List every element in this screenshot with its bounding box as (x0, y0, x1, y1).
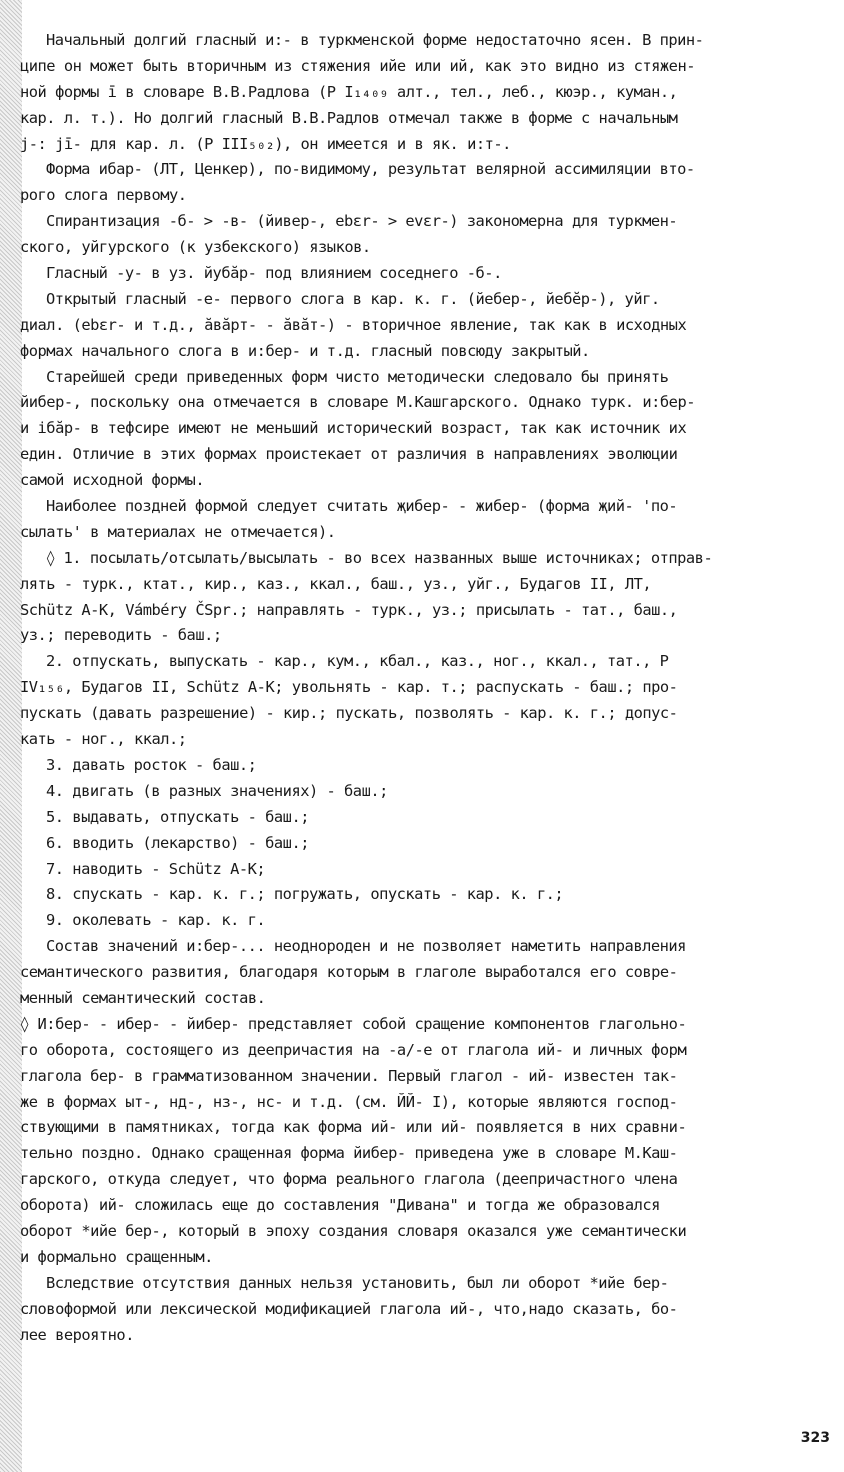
text-line: го оборота, состоящего из деепричастия на -а/-е от глагола ий- и личных форм (20, 1040, 687, 1059)
text-line: ствующими в памятниках, тогда как форма ий- или ий- появляется в них сравни- (20, 1118, 687, 1137)
document-body (20, 28, 832, 1348)
text-line: Schütz A-K, Vámbéry ČSpr.; направлять - турк., уз.; присылать - тат., баш., (20, 600, 678, 619)
text-line: 4. двигать (в разных значениях) - баш.; (46, 781, 388, 800)
text-line: 5. выдавать, отпускать - баш.; (46, 807, 309, 826)
text-line: ной формы ī в словаре В.В.Радлова (Р I₁₄₀₉ алт., тел., леб., кюэр., куман., (20, 82, 678, 101)
text-line: и iбăр- в тефсире имеют не меньший исторический возраст, так как источник их (20, 419, 687, 438)
text-line: оборота) ий- сложилась еще до составления "Дивана" и тогда же образовался (20, 1196, 660, 1215)
text-line: кар. л. т.). Но долгий гласный В.В.Радлов отмечал также в форме с начальным (20, 108, 678, 127)
text-line: глагола бер- в грамматизованном значении. Первый глагол - ий- известен так- (20, 1066, 678, 1085)
text-line: 9. околевать - кар. к. г. (46, 911, 266, 930)
text-line: 2. отпускать, выпускать - кар., кум., кбал., каз., ног., ккал., тат., Р (46, 652, 669, 671)
text-line: ◊ 1. посылать/отсылать/высылать - во всех названных выше источниках; отправ- (46, 548, 713, 567)
text-line: самой исходной формы. (20, 471, 205, 490)
text-line: Наиболее поздней формой следует считать җибер- - жибер- (форма җий- 'по- (46, 497, 678, 516)
text-line: пускать (давать разрешение) - кир.; пускать, позволять - кар. к. г.; допус- (20, 704, 678, 723)
text-line: кать - ног., ккал.; (20, 730, 187, 749)
text-line: лять - турк., ктат., кир., каз., ккал., баш., уз., уйг., Будагов II, ЛТ, (20, 574, 652, 593)
text-line: семантического развития, благодаря которым в глаголе выработался его совре- (20, 963, 678, 982)
text-line: же в формах ыт-, нд-, нз-, нс- и т.д. (см. ЙЙ- I), которые являются господ- (20, 1092, 678, 1111)
scan-left-edge (0, 0, 22, 1472)
text-line: 3. давать росток - баш.; (46, 755, 257, 774)
text-line: Форма ибар- (ЛТ, Ценкер), по-видимому, результат велярной ассимиляции вто- (46, 160, 695, 179)
text-line: оборот *ийе бер-, который в эпоху создания словаря оказался уже семантически (20, 1221, 687, 1240)
text-line: ципе он может быть вторичным из стяжения ийе или ий, как это видно из стяжен- (20, 56, 695, 75)
text-line: Спирантизация -б- > -в- (йивер-, ebεr- > evεr-) закономерна для туркмен- (46, 212, 678, 231)
text-line: диал. (ebεr- и т.д., ăвăрт- - ăвăт-) - вторичное явление, так как в исходных (20, 315, 687, 334)
text-line: рого слога первому. (20, 186, 187, 205)
text-line: ◊ И:бер- - ибер- - йибер- представляет собой сращение компонентов глагольно- (20, 1014, 687, 1033)
page-number: 323 (800, 1430, 830, 1446)
text-line: йибер-, поскольку она отмечается в словаре М.Кашгарского. Однако турк. и:бер- (20, 393, 695, 412)
text-line: Открытый гласный -е- первого слога в кар. к. г. (йебер-, йебĕр-), уйг. (46, 289, 660, 308)
text-line: 6. вводить (лекарство) - баш.; (46, 833, 309, 852)
text-line: ского, уйгурского (к узбекского) языков. (20, 238, 371, 257)
text-line: уз.; переводить - баш.; (20, 626, 222, 645)
text-line: гарского, откуда следует, что форма реального глагола (деепричастного члена (20, 1170, 678, 1189)
text-line: 8. спускать - кар. к. г.; погружать, опускать - кар. к. г.; (46, 885, 564, 904)
text-line: сылать' в материалах не отмечается). (20, 522, 336, 541)
text-line: един. Отличие в этих формах проистекает от различия в направлениях эволюции (20, 445, 678, 464)
text-line: 7. наводить - Schütz A-K; (46, 859, 266, 878)
text-line: Вследствие отсутствия данных нельзя установить, был ли оборот *ийе бер- (46, 1273, 669, 1292)
text-line: Состав значений и:бер-... неоднороден и не позволяет наметить направления (46, 937, 686, 956)
text-line: IV₁₅₆, Будагов II, Schütz A-K; увольнять - кар. т.; распускать - баш.; про- (20, 678, 678, 697)
text-line: лее вероятно. (20, 1325, 134, 1344)
text-line: словоформой или лексической модификацией глагола ий-, что,надо сказать, бо- (20, 1299, 678, 1318)
text-line: формах начального слога в и:бер- и т.д. гласный повсюду закрытый. (20, 341, 590, 360)
text-line: Гласный -у- в уз. йубăр- под влиянием соседнего -б-. (46, 264, 502, 283)
text-line: менный семантический состав. (20, 988, 266, 1007)
text-line: и формально сращенным. (20, 1247, 213, 1266)
text-line: тельно поздно. Однако сращенная форма йибер- приведена уже в словаре М.Каш- (20, 1144, 678, 1163)
text-line: Старейшей среди приведенных форм чисто методически следовало бы принять (46, 367, 669, 386)
text-line: Начальный долгий гласный и:- в туркменской форме недостаточно ясен. В прин- (46, 31, 704, 49)
text-line: j-: jī- для кар. л. (Р III₅₀₂), он имеется и в як. и:т-. (20, 134, 511, 153)
